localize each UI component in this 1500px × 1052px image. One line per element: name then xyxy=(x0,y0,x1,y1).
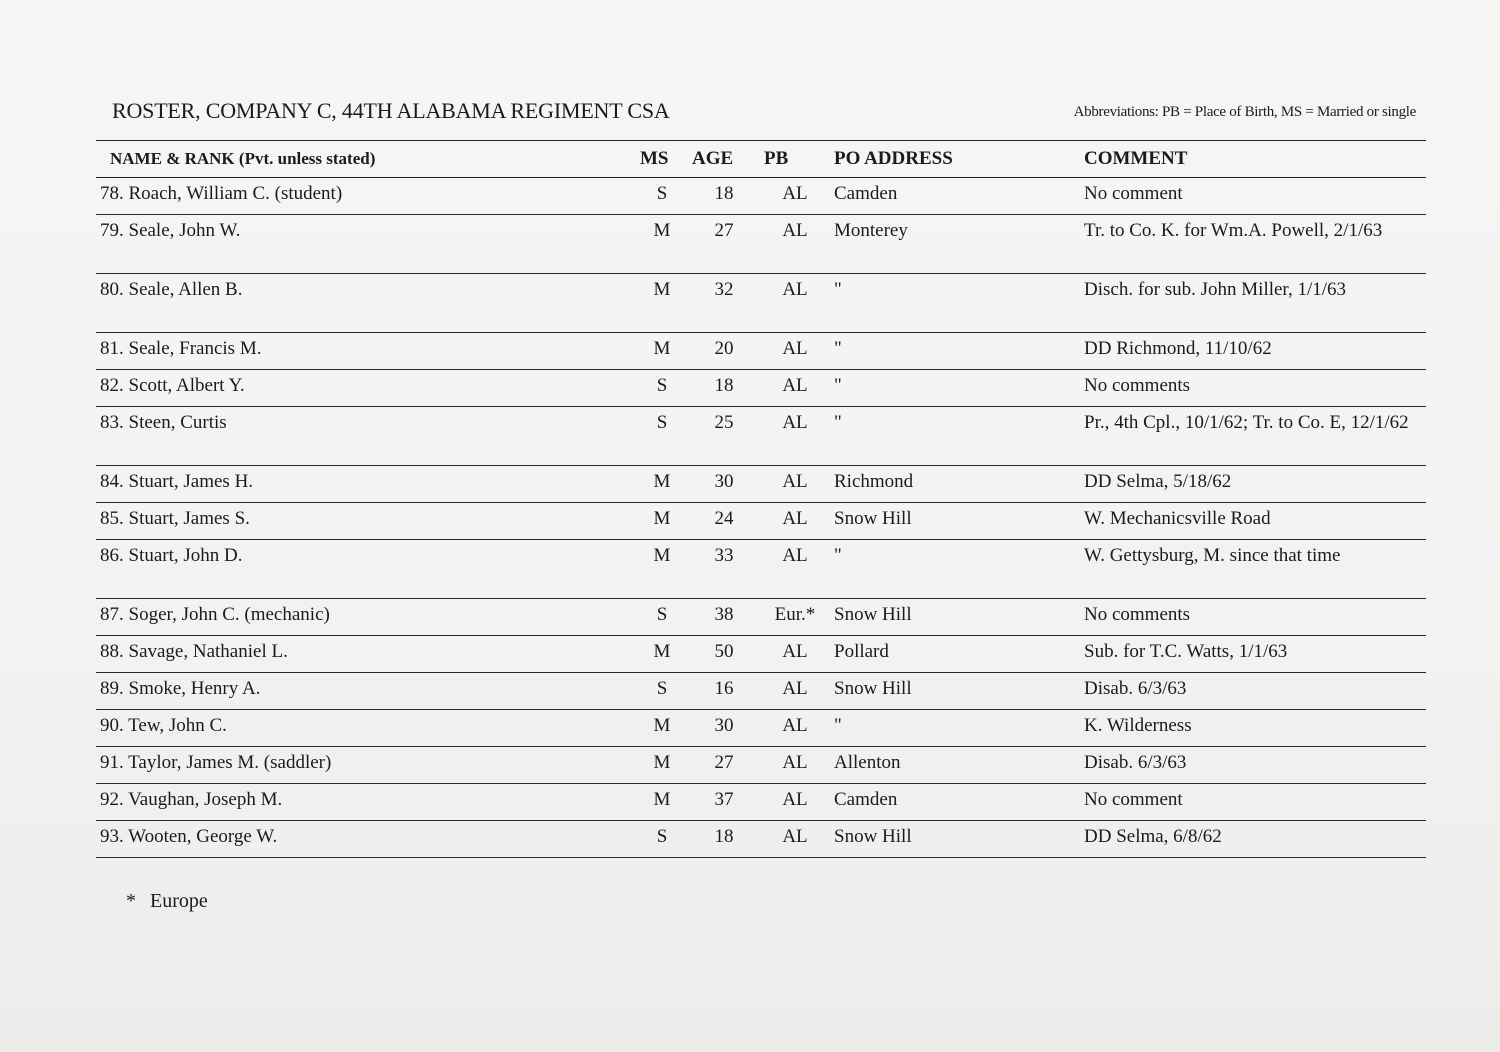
cell-comment: W. Gettysburg, M. since that time xyxy=(1080,540,1426,599)
cell-ms: M xyxy=(636,747,688,784)
cell-name: 86. Stuart, John D. xyxy=(96,540,636,599)
cell-ms: S xyxy=(636,673,688,710)
cell-age: 16 xyxy=(688,673,760,710)
cell-address: Snow Hill xyxy=(830,503,1080,540)
footnote-text: Europe xyxy=(150,890,208,912)
cell-ms: M xyxy=(636,215,688,274)
cell-address: " xyxy=(830,407,1080,466)
cell-comment: Disch. for sub. John Miller, 1/1/63 xyxy=(1080,274,1426,333)
cell-comment: No comment xyxy=(1080,178,1426,215)
roster-table xyxy=(96,140,1426,858)
cell-pb: AL xyxy=(760,747,830,784)
cell-name: 80. Seale, Allen B. xyxy=(96,274,636,333)
cell-pb: AL xyxy=(760,178,830,215)
table-row xyxy=(96,274,1426,333)
cell-ms: S xyxy=(636,821,688,858)
cell-age: 18 xyxy=(688,821,760,858)
cell-ms: M xyxy=(636,636,688,673)
cell-address: Camden xyxy=(830,784,1080,821)
cell-age: 27 xyxy=(688,215,760,274)
cell-name: 79. Seale, John W. xyxy=(96,215,636,274)
table-row xyxy=(96,747,1426,784)
cell-age: 50 xyxy=(688,636,760,673)
cell-comment: Sub. for T.C. Watts, 1/1/63 xyxy=(1080,636,1426,673)
cell-address: Richmond xyxy=(830,466,1080,503)
cell-ms: S xyxy=(636,599,688,636)
cell-pb: AL xyxy=(760,710,830,747)
cell-address: Allenton xyxy=(830,747,1080,784)
cell-address: " xyxy=(830,370,1080,407)
cell-address: Snow Hill xyxy=(830,599,1080,636)
table-row xyxy=(96,215,1426,274)
cell-comment: No comments xyxy=(1080,370,1426,407)
cell-pb: AL xyxy=(760,274,830,333)
table-row xyxy=(96,784,1426,821)
cell-comment: DD Richmond, 11/10/62 xyxy=(1080,333,1426,370)
cell-age: 20 xyxy=(688,333,760,370)
cell-comment: Tr. to Co. K. for Wm.A. Powell, 2/1/63 xyxy=(1080,215,1426,274)
cell-name: 90. Tew, John C. xyxy=(96,710,636,747)
column-header-ms: MS xyxy=(636,141,688,178)
table-row xyxy=(96,407,1426,466)
cell-name: 87. Soger, John C. (mechanic) xyxy=(96,599,636,636)
cell-pb: AL xyxy=(760,407,830,466)
cell-address: Snow Hill xyxy=(830,673,1080,710)
cell-ms: S xyxy=(636,407,688,466)
cell-ms: M xyxy=(636,503,688,540)
cell-comment: K. Wilderness xyxy=(1080,710,1426,747)
cell-address: " xyxy=(830,274,1080,333)
table-row xyxy=(96,599,1426,636)
cell-comment: No comments xyxy=(1080,599,1426,636)
cell-ms: M xyxy=(636,333,688,370)
cell-pb: AL xyxy=(760,370,830,407)
column-header-age: AGE xyxy=(688,141,760,178)
cell-ms: M xyxy=(636,540,688,599)
table-row xyxy=(96,821,1426,858)
footnote-marker: * xyxy=(126,890,136,912)
cell-pb: AL xyxy=(760,503,830,540)
cell-age: 33 xyxy=(688,540,760,599)
footnote xyxy=(126,890,208,913)
cell-pb: AL xyxy=(760,215,830,274)
cell-ms: M xyxy=(636,466,688,503)
cell-name: 85. Stuart, James S. xyxy=(96,503,636,540)
cell-age: 27 xyxy=(688,747,760,784)
table-row xyxy=(96,673,1426,710)
cell-age: 30 xyxy=(688,710,760,747)
cell-age: 24 xyxy=(688,503,760,540)
cell-address: " xyxy=(830,540,1080,599)
cell-age: 25 xyxy=(688,407,760,466)
cell-age: 18 xyxy=(688,178,760,215)
cell-comment: DD Selma, 5/18/62 xyxy=(1080,466,1426,503)
cell-pb: AL xyxy=(760,821,830,858)
table-row xyxy=(96,503,1426,540)
table-row xyxy=(96,178,1426,215)
cell-address: Snow Hill xyxy=(830,821,1080,858)
column-header-pb: PB xyxy=(760,141,830,178)
cell-ms: M xyxy=(636,274,688,333)
cell-name: 82. Scott, Albert Y. xyxy=(96,370,636,407)
cell-age: 37 xyxy=(688,784,760,821)
table-row xyxy=(96,466,1426,503)
cell-name: 93. Wooten, George W. xyxy=(96,821,636,858)
cell-ms: M xyxy=(636,784,688,821)
table-row xyxy=(96,636,1426,673)
cell-name: 83. Steen, Curtis xyxy=(96,407,636,466)
cell-name: 84. Stuart, James H. xyxy=(96,466,636,503)
table-row xyxy=(96,333,1426,370)
column-header-address: PO ADDRESS xyxy=(830,141,1080,178)
cell-pb: Eur.* xyxy=(760,599,830,636)
cell-name: 81. Seale, Francis M. xyxy=(96,333,636,370)
cell-comment: Disab. 6/3/63 xyxy=(1080,673,1426,710)
cell-pb: AL xyxy=(760,333,830,370)
table-row xyxy=(96,540,1426,599)
cell-comment: Pr., 4th Cpl., 10/1/62; Tr. to Co. E, 12/1/62 xyxy=(1080,407,1426,466)
cell-ms: M xyxy=(636,710,688,747)
cell-address: Monterey xyxy=(830,215,1080,274)
cell-comment: DD Selma, 6/8/62 xyxy=(1080,821,1426,858)
abbreviations-note: Abbreviations: PB = Place of Birth, MS = Married or single xyxy=(1073,104,1416,120)
roster-body xyxy=(96,178,1426,858)
cell-pb: AL xyxy=(760,784,830,821)
cell-ms: S xyxy=(636,178,688,215)
table-row xyxy=(96,370,1426,407)
document-header xyxy=(112,96,1416,130)
cell-name: 92. Vaughan, Joseph M. xyxy=(96,784,636,821)
cell-address: " xyxy=(830,333,1080,370)
cell-pb: AL xyxy=(760,673,830,710)
cell-name: 89. Smoke, Henry A. xyxy=(96,673,636,710)
cell-comment: Disab. 6/3/63 xyxy=(1080,747,1426,784)
cell-address: Pollard xyxy=(830,636,1080,673)
cell-pb: AL xyxy=(760,636,830,673)
column-header-name: NAME & RANK (Pvt. unless stated) xyxy=(96,141,636,178)
cell-age: 18 xyxy=(688,370,760,407)
cell-name: 91. Taylor, James M. (saddler) xyxy=(96,747,636,784)
cell-comment: No comment xyxy=(1080,784,1426,821)
table-row xyxy=(96,710,1426,747)
cell-name: 78. Roach, William C. (student) xyxy=(96,178,636,215)
cell-age: 30 xyxy=(688,466,760,503)
cell-comment: W. Mechanicsville Road xyxy=(1080,503,1426,540)
cell-name: 88. Savage, Nathaniel L. xyxy=(96,636,636,673)
column-header-comment: COMMENT xyxy=(1080,141,1426,178)
cell-age: 38 xyxy=(688,599,760,636)
cell-pb: AL xyxy=(760,466,830,503)
header-row xyxy=(96,141,1426,178)
cell-pb: AL xyxy=(760,540,830,599)
cell-address: " xyxy=(830,710,1080,747)
cell-ms: S xyxy=(636,370,688,407)
page-title: ROSTER, COMPANY C, 44TH ALABAMA REGIMENT CSA xyxy=(112,98,670,123)
cell-address: Camden xyxy=(830,178,1080,215)
cell-age: 32 xyxy=(688,274,760,333)
